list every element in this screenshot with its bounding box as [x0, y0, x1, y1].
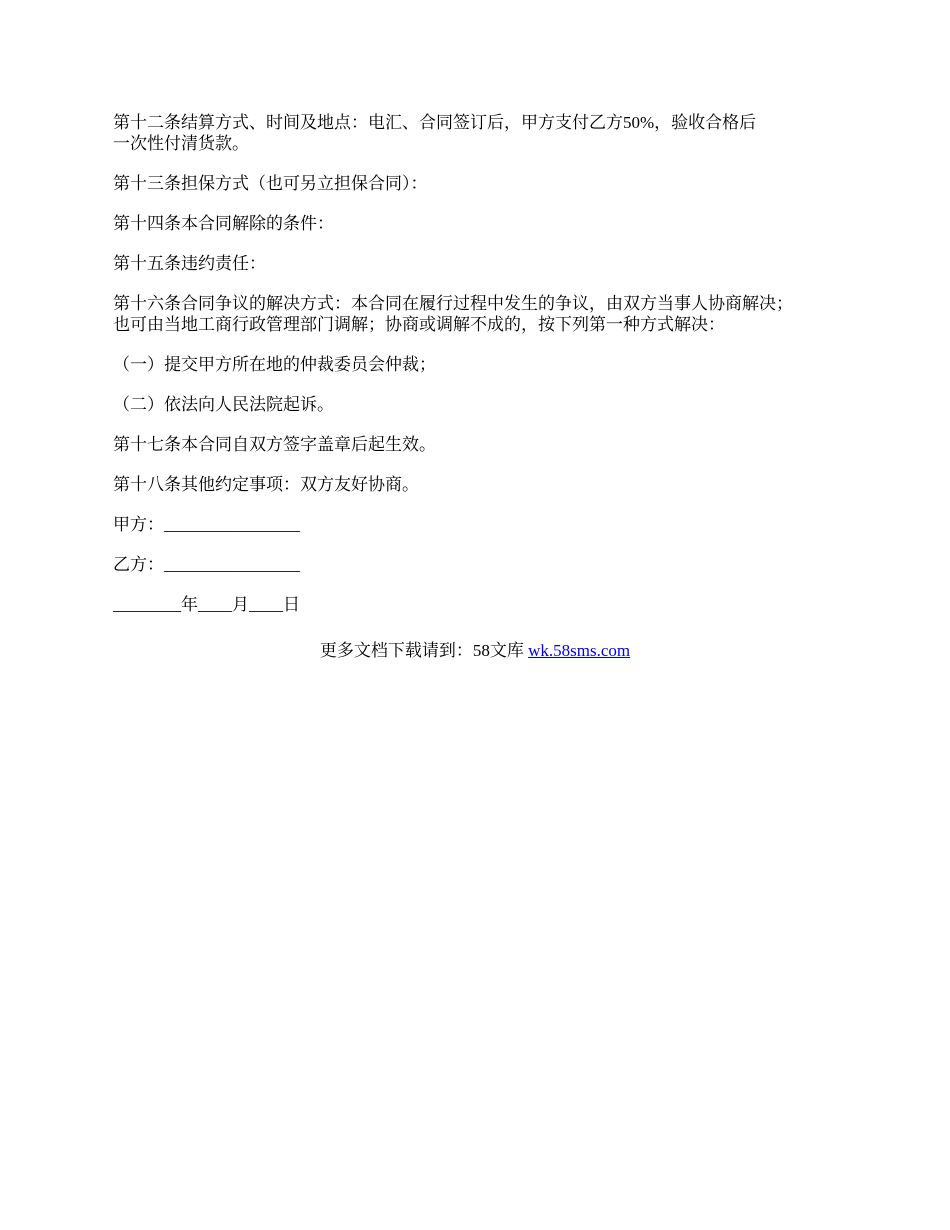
option-2-line-1: （二）依法向人民法院起诉。	[113, 395, 334, 414]
document-body	[113, 112, 858, 634]
clause-15-line-1: 第十五条违约责任：	[113, 254, 266, 273]
clause-12-line-1: 第十二条结算方式、时间及地点：电汇、合同签订后，甲方支付乙方50%，验收合格后	[113, 113, 757, 132]
clause-14-line-1: 第十四条本合同解除的条件：	[113, 214, 334, 233]
clause-16	[113, 293, 858, 335]
clause-17-line-1: 第十七条本合同自双方签字盖章后起生效。	[113, 435, 436, 454]
date-line-text: ________年____月____日	[113, 595, 300, 614]
footer-text: 更多文档下载请到：58文库	[319, 641, 529, 660]
clause-12-line-2: 一次性付清货款。	[113, 134, 249, 153]
clause-18	[113, 474, 858, 495]
party-a-signature	[113, 514, 858, 535]
clause-15	[113, 253, 858, 274]
party-b-signature-line: 乙方：________________	[113, 555, 300, 574]
clause-16-line-2: 也可由当地工商行政管理部门调解；协商或调解不成的，按下列第一种方式解决：	[113, 315, 725, 334]
clause-17	[113, 434, 858, 455]
clause-18-line-1: 第十八条其他约定事项：双方友好协商。	[113, 475, 419, 494]
party-a-signature-line: 甲方：________________	[113, 515, 300, 534]
party-b-signature	[113, 554, 858, 575]
clause-13	[113, 173, 858, 194]
footer-link[interactable]: wk.58sms.com	[528, 641, 631, 660]
clause-14	[113, 213, 858, 234]
option-1	[113, 354, 858, 375]
download-footer	[0, 640, 950, 661]
option-2	[113, 394, 858, 415]
date-line	[113, 594, 858, 615]
clause-12	[113, 112, 858, 154]
option-1-line-1: （一）提交甲方所在地的仲裁委员会仲裁；	[113, 355, 436, 374]
clause-13-line-1: 第十三条担保方式（也可另立担保合同）：	[113, 174, 428, 193]
clause-16-line-1: 第十六条合同争议的解决方式：本合同在履行过程中发生的争议，由双方当事人协商解决；	[113, 294, 793, 313]
